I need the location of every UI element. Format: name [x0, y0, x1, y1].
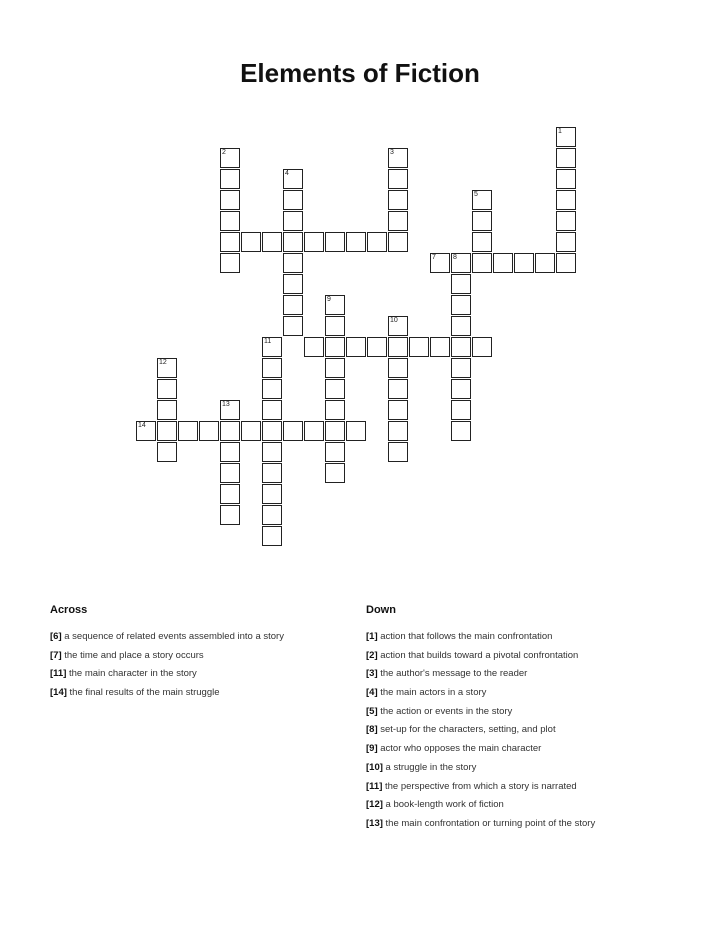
grid-cell[interactable]	[220, 505, 240, 525]
grid-cell[interactable]	[220, 232, 240, 252]
puzzle-title: Elements of Fiction	[240, 58, 480, 88]
grid-cell[interactable]	[472, 211, 492, 231]
down-clue	[366, 778, 595, 797]
grid-cell[interactable]	[262, 484, 282, 504]
grid-cell[interactable]	[220, 169, 240, 189]
grid-cell[interactable]	[472, 337, 492, 357]
down-clue	[366, 665, 595, 684]
grid-cell[interactable]	[241, 232, 261, 252]
grid-cell[interactable]	[451, 379, 471, 399]
grid-cell[interactable]	[199, 421, 219, 441]
grid-cell[interactable]	[451, 400, 471, 420]
grid-cell[interactable]	[556, 148, 576, 168]
across-clue	[50, 628, 284, 647]
grid-cell[interactable]	[178, 421, 198, 441]
grid-cell[interactable]	[367, 337, 387, 357]
down-clue	[366, 815, 595, 834]
grid-cell[interactable]	[556, 127, 576, 147]
clue-number: 1	[558, 128, 562, 135]
grid-cell[interactable]	[472, 253, 492, 273]
grid-cell[interactable]	[220, 148, 240, 168]
clue-ref: [12]	[366, 799, 383, 811]
clue-number: 12	[159, 359, 167, 366]
grid-cell[interactable]	[325, 316, 345, 336]
clue-text: a sequence of related events assembled into a story	[61, 631, 284, 642]
grid-cell[interactable]	[157, 421, 177, 441]
grid-cell[interactable]	[325, 295, 345, 315]
clue-ref: [11]	[50, 668, 67, 680]
grid-cell[interactable]	[283, 316, 303, 336]
grid-cell[interactable]	[325, 358, 345, 378]
grid-cell[interactable]	[262, 421, 282, 441]
grid-cell[interactable]	[325, 379, 345, 399]
clue-ref: [4]	[366, 687, 378, 699]
grid-cell[interactable]	[409, 337, 429, 357]
clue-ref: [5]	[366, 705, 378, 717]
across-heading: Across	[50, 604, 88, 616]
grid-cell[interactable]	[451, 295, 471, 315]
grid-cell[interactable]	[157, 400, 177, 420]
grid-cell[interactable]	[283, 295, 303, 315]
clue-text: the main confrontation or turning point of the story	[382, 817, 596, 829]
clue-text: action that follows the main confrontation	[377, 631, 553, 642]
grid-cell[interactable]	[262, 463, 282, 483]
clue-number: 5	[474, 191, 478, 198]
down-clue	[366, 759, 595, 778]
clue-number: 10	[390, 317, 398, 324]
grid-cell[interactable]	[556, 169, 576, 189]
clue-number: 7	[432, 254, 436, 261]
down-clue	[366, 703, 595, 722]
across-clue-list	[50, 628, 284, 703]
grid-cell[interactable]	[325, 337, 345, 357]
grid-cell[interactable]	[325, 463, 345, 483]
grid-cell[interactable]	[388, 169, 408, 189]
clue-text: the action or events in the story	[377, 705, 513, 717]
grid-cell[interactable]	[157, 442, 177, 462]
grid-cell[interactable]	[304, 232, 324, 252]
grid-cell[interactable]	[430, 253, 450, 273]
grid-cell[interactable]	[388, 190, 408, 210]
grid-cell[interactable]	[262, 379, 282, 399]
grid-cell[interactable]	[325, 400, 345, 420]
grid-cell[interactable]	[304, 337, 324, 357]
clue-ref: [3]	[366, 668, 378, 680]
grid-cell[interactable]	[346, 337, 366, 357]
grid-cell[interactable]	[157, 379, 177, 399]
grid-cell[interactable]	[388, 316, 408, 336]
grid-cell[interactable]	[262, 232, 282, 252]
clue-number: 14	[138, 422, 146, 429]
grid-cell[interactable]	[535, 253, 555, 273]
grid-cell[interactable]	[472, 190, 492, 210]
grid-cell[interactable]	[283, 211, 303, 231]
down-clue	[366, 684, 595, 703]
clue-ref: [13]	[366, 817, 383, 829]
clue-ref: [10]	[366, 761, 383, 773]
grid-cell[interactable]	[451, 358, 471, 378]
clue-ref: [6]	[50, 631, 62, 642]
across-clue	[50, 665, 284, 684]
clue-text: set-up for the characters, setting, and plot	[377, 724, 556, 736]
grid-cell[interactable]	[283, 421, 303, 441]
grid-cell[interactable]	[283, 274, 303, 294]
clue-ref: [8]	[366, 724, 378, 736]
clue-text: the main actors in a story	[377, 687, 487, 699]
grid-cell[interactable]	[241, 421, 261, 441]
grid-cell[interactable]	[451, 274, 471, 294]
grid-cell[interactable]	[451, 421, 471, 441]
grid-cell[interactable]	[262, 337, 282, 357]
grid-cell[interactable]	[367, 232, 387, 252]
down-clue-list	[366, 628, 595, 834]
grid-cell[interactable]	[556, 190, 576, 210]
grid-cell[interactable]	[451, 316, 471, 336]
grid-cell[interactable]	[220, 190, 240, 210]
grid-cell[interactable]	[388, 211, 408, 231]
grid-cell[interactable]	[220, 253, 240, 273]
clue-text: actor who opposes the main character	[377, 743, 542, 755]
clue-number: 9	[327, 296, 331, 303]
grid-cell[interactable]	[220, 463, 240, 483]
down-clue	[366, 721, 595, 740]
grid-cell[interactable]	[157, 358, 177, 378]
grid-cell[interactable]	[262, 442, 282, 462]
grid-cell[interactable]	[262, 505, 282, 525]
across-clue	[50, 647, 284, 666]
grid-cell[interactable]	[220, 484, 240, 504]
grid-cell[interactable]	[388, 358, 408, 378]
down-heading: Down	[366, 604, 396, 616]
clue-text: the main character in the story	[66, 668, 197, 680]
down-clue	[366, 628, 595, 647]
grid-cell[interactable]	[388, 148, 408, 168]
clue-text: a book-length work of fiction	[382, 799, 504, 811]
clue-number: 3	[390, 149, 394, 156]
clue-text: the final results of the main struggle	[66, 687, 220, 699]
clue-number: 11	[264, 338, 272, 345]
grid-cell[interactable]	[220, 442, 240, 462]
grid-cell[interactable]	[220, 421, 240, 441]
grid-cell[interactable]	[556, 232, 576, 252]
grid-cell[interactable]	[556, 211, 576, 231]
clue-text: action that builds toward a pivotal confrontation	[377, 649, 579, 661]
grid-cell[interactable]	[283, 169, 303, 189]
clue-number: 4	[285, 170, 289, 177]
grid-cell[interactable]	[346, 421, 366, 441]
clue-ref: [9]	[366, 743, 378, 755]
grid-cell[interactable]	[262, 526, 282, 546]
grid-cell[interactable]	[346, 232, 366, 252]
down-clue	[366, 647, 595, 666]
clue-ref: [7]	[50, 649, 62, 661]
grid-cell[interactable]	[451, 337, 471, 357]
grid-cell[interactable]	[430, 337, 450, 357]
grid-cell[interactable]	[451, 253, 471, 273]
clue-number: 2	[222, 149, 226, 156]
grid-cell[interactable]	[220, 400, 240, 420]
grid-cell[interactable]	[262, 358, 282, 378]
clue-ref: [1]	[366, 631, 378, 642]
down-clue	[366, 740, 595, 759]
grid-cell[interactable]	[556, 253, 576, 273]
grid-cell[interactable]	[325, 232, 345, 252]
grid-cell[interactable]	[388, 337, 408, 357]
grid-cell[interactable]	[388, 400, 408, 420]
grid-cell[interactable]	[136, 421, 156, 441]
clue-text: the author's message to the reader	[377, 668, 528, 680]
clue-text: the perspective from which a story is narrated	[382, 780, 577, 792]
grid-cell[interactable]	[388, 379, 408, 399]
clue-text: the time and place a story occurs	[61, 649, 204, 661]
grid-cell[interactable]	[283, 190, 303, 210]
grid-cell[interactable]	[388, 421, 408, 441]
grid-cell[interactable]	[325, 421, 345, 441]
grid-cell[interactable]	[388, 232, 408, 252]
grid-cell[interactable]	[493, 253, 513, 273]
clue-number: 13	[222, 401, 230, 408]
grid-cell[interactable]	[220, 211, 240, 231]
grid-cell[interactable]	[472, 232, 492, 252]
clue-ref: [14]	[50, 687, 67, 699]
clue-number: 8	[453, 254, 457, 261]
across-clue	[50, 684, 284, 703]
grid-cell[interactable]	[283, 232, 303, 252]
grid-cell[interactable]	[283, 253, 303, 273]
grid-cell[interactable]	[388, 442, 408, 462]
clue-text: a struggle in the story	[382, 761, 477, 773]
down-clue	[366, 796, 595, 815]
clue-ref: [11]	[366, 780, 383, 792]
clue-ref: [2]	[366, 649, 378, 661]
grid-cell[interactable]	[514, 253, 534, 273]
grid-cell[interactable]	[325, 442, 345, 462]
grid-cell[interactable]	[304, 421, 324, 441]
grid-cell[interactable]	[262, 400, 282, 420]
